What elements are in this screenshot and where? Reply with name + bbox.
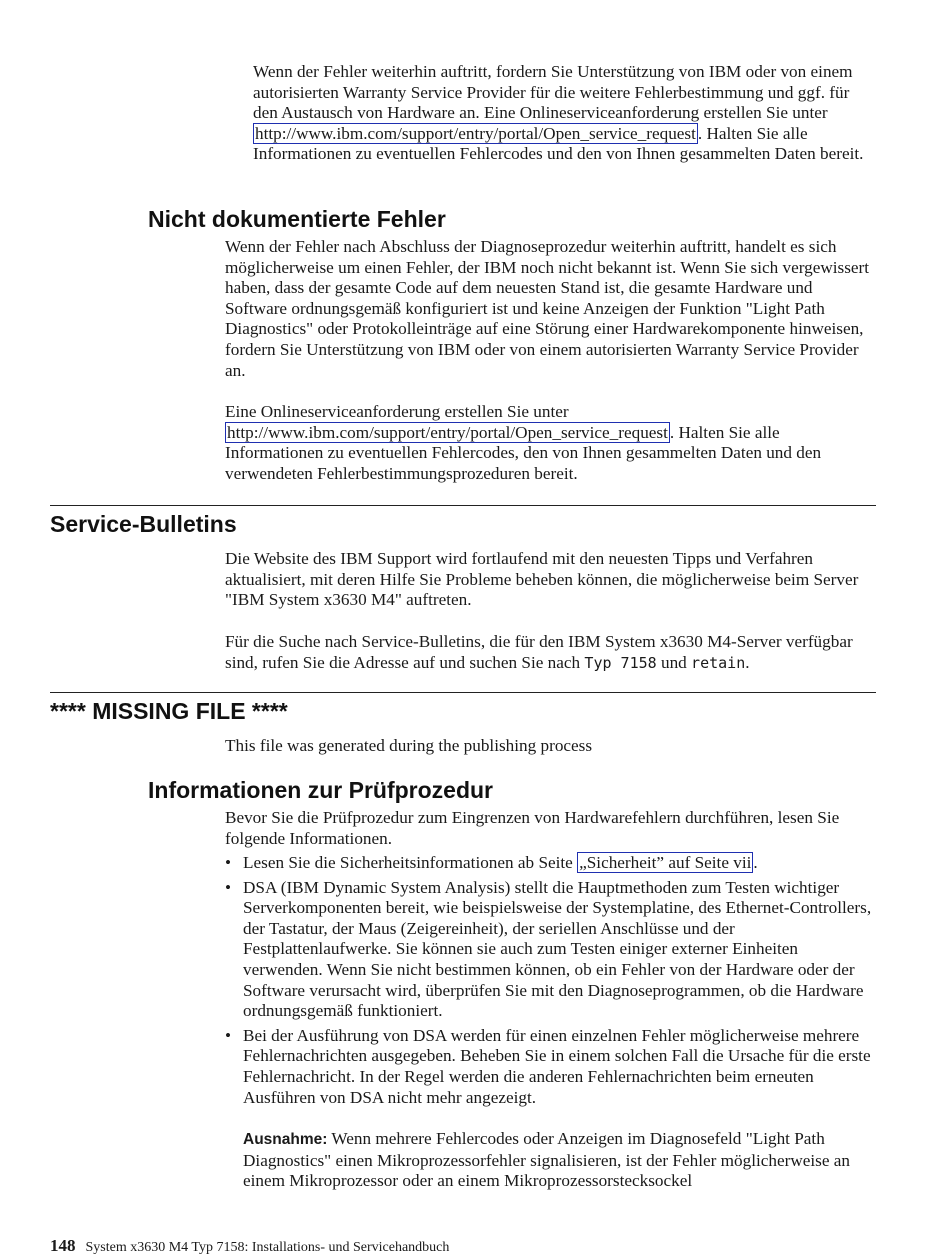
list-item: • DSA (IBM Dynamic System Analysis) stellt die Hauptmethoden zum Testen wichtiger Serverkomponenten bereit, wie beispielsweise der Systemplatine, des Ethernet-Controllers, der Tastatur, der Maus (Zeigereinheit), der seriellen Anschlüsse und der Festplattenlaufwerke. Sie können sie auch zum Testen einiger externer Einheiten verwenden. Wenn Sie nicht bestimmen können, ob ein Fehler von der Hardware oder der Software verursacht wird, überprüfen Sie mit den Diagnoseprogrammen, ob die Hardware ordnungsgemäß funktioniert. xyxy=(225,877,872,1021)
safety-page-link[interactable]: „Sicherheit” auf Seite vii xyxy=(579,853,752,872)
open-service-request-link[interactable]: http://www.ibm.com/support/entry/portal/Open_service_request xyxy=(255,123,696,143)
open-service-request-link-2[interactable]: http://www.ibm.com/support/entry/portal/Open_service_request xyxy=(227,422,668,442)
section-divider-2 xyxy=(50,692,876,693)
exception-text: Wenn mehrere Fehlercodes oder Anzeigen im Diagnosefeld "Light Path Diagnostics" einen Mikroprozessorfehler signalisieren, ist der Fehler möglicherweise an einem Mikroprozessor oder an einem Mikroprozessorstecksockel xyxy=(243,1129,850,1191)
bulletins-text-mid: und xyxy=(656,652,692,672)
undocumented-text-end: . Halten Sie alle Informationen zu eventuellen Fehlercodes, den von Ihnen gesammelten Daten und den verwendeten Fehlerbestimmungsprozeduren bereit. xyxy=(225,422,822,483)
heading-missing-file: **** MISSING FILE **** xyxy=(50,698,288,724)
checkout-intro: Bevor Sie die Prüfprozedur zum Eingrenzen von Hardwarefehlern durchführen, lesen Sie folgende Informationen. xyxy=(225,808,840,848)
exception-note xyxy=(243,1129,876,1192)
intro-paragraph xyxy=(253,62,876,165)
list-item: • Lesen Sie die Sicherheitsinformationen ab Seite „Sicherheit” auf Seite vii . xyxy=(225,853,758,872)
retain-code: retain xyxy=(691,653,746,672)
machine-type-code: Typ 7158 xyxy=(584,653,657,672)
checkout-bullet-list xyxy=(225,853,876,1196)
undocumented-paragraph-2 xyxy=(225,402,876,484)
intro-text-end: . Halten Sie alle Informationen zu eventuellen Fehlercodes und den von Ihnen gesammelten Daten bereit. xyxy=(253,123,864,164)
section-divider xyxy=(50,505,876,506)
heading-undocumented-errors: Nicht dokumentierte Fehler xyxy=(148,206,446,232)
missing-file-paragraph: This file was generated during the publishing process xyxy=(225,736,593,755)
bulletins-text-end: . xyxy=(745,652,750,672)
undocumented-text: Eine Onlineserviceanforderung erstellen Sie unter xyxy=(225,402,569,421)
list-item: • Bei der Ausführung von DSA werden für einen einzelnen Fehler möglicherweise mehrere Fehlernachrichten ausgegeben. Beheben Sie in einem solchen Fall die Ursache für die erste Fehlernachricht. In der Regel werden die anderen Fehlernachrichten beim erneuten Ausführen von DSA nicht mehr angezeigt. Ausnahme: Wenn mehrere Fehlercodes oder Anzeigen im Diagnosefeld "Light Path Diagnostics" einen Mikroprozessorfehler signalisieren, ist der Fehler möglicherweise an einem Mikroprozessor oder an einem Mikroprozessorstecksockel xyxy=(225,1026,876,1192)
intro-text: Wenn der Fehler weiterhin auftritt, fordern Sie Unterstützung von IBM oder von einem autorisierten Warranty Service Provider für die weitere Fehlerbestimmung und ggf. für den Austausch von Hardware an. Eine Onlineserviceanforderung erstellen Sie unter xyxy=(253,62,853,123)
bullet-text-end: . xyxy=(753,853,758,872)
bulletins-paragraph-2 xyxy=(225,632,876,673)
heading-service-bulletins: Service-Bulletins xyxy=(50,511,237,537)
bullet-text: Lesen Sie die Sicherheitsinformationen ab Seite xyxy=(243,853,578,872)
bulletins-paragraph-1: Die Website des IBM Support wird fortlaufend mit den neuesten Tipps und Verfahren aktualisiert, mit deren Hilfe Sie Probleme beheben können, die möglicherweise beim Server "IBM System x3630 M4" auftreten. xyxy=(225,549,859,610)
bullet-text: Bei der Ausführung von DSA werden für einen einzelnen Fehler möglicherweise mehrere Fehlernachrichten ausgegeben. Beheben Sie in einem solchen Fall die Ursache für die erste Fehlernachricht. In der Regel werden die anderen Fehlernachrichten beim erneuten Ausführen von DSA nicht mehr angezeigt. xyxy=(243,1025,871,1107)
bullet-text: DSA (IBM Dynamic System Analysis) stellt die Hauptmethoden zum Testen wichtiger Serverkomponenten bereit, wie beispielsweise der Systemplatine, des Ethernet-Controllers, der Tastatur, der Maus (Zeigereinheit), der seriellen Anschlüsse und der Festplattenlaufwerke. Sie können sie auch zum Testen einiger externer Einheiten verwenden. Wenn Sie nicht bestimmen können, ob ein Fehler von der Hardware oder der Software verursacht wird, überprüfen Sie mit den Diagnoseprogrammen, ob die Hardware ordnungsgemäß funktioniert. xyxy=(243,877,872,1021)
heading-checkout-info: Informationen zur Prüfprozedur xyxy=(148,777,493,803)
exception-label: Ausnahme: xyxy=(243,1131,328,1149)
undocumented-paragraph-1: Wenn der Fehler nach Abschluss der Diagnoseprozedur weiterhin auftritt, handelt es sich möglicherweise um einen Fehler, der IBM noch nicht bekannt ist. Wenn Sie sich vergewissert haben, dass der gesamte Code auf dem neuesten Stand ist, die gesamte Hardware und Software ordnungsgemäß konfiguriert ist und keine Anzeigen der Funktion "Light Path Diagnostics" oder Protokolleinträge auf eine Störung einer Hardwarekomponente hinweisen, fordern Sie Unterstützung von IBM oder von einem autorisierten Warranty Service Provider an. xyxy=(225,237,870,380)
footer-title: System x3630 M4 Typ 7158: Installations- und Servicehandbuch xyxy=(85,1240,450,1255)
page-number: 148 xyxy=(50,1236,76,1255)
page-footer xyxy=(50,1236,449,1256)
bulletins-text: Für die Suche nach Service-Bulletins, die für den IBM System x3630 M4-Server verfügbar sind, rufen Sie die Adresse auf und suchen Sie nach xyxy=(225,632,853,672)
